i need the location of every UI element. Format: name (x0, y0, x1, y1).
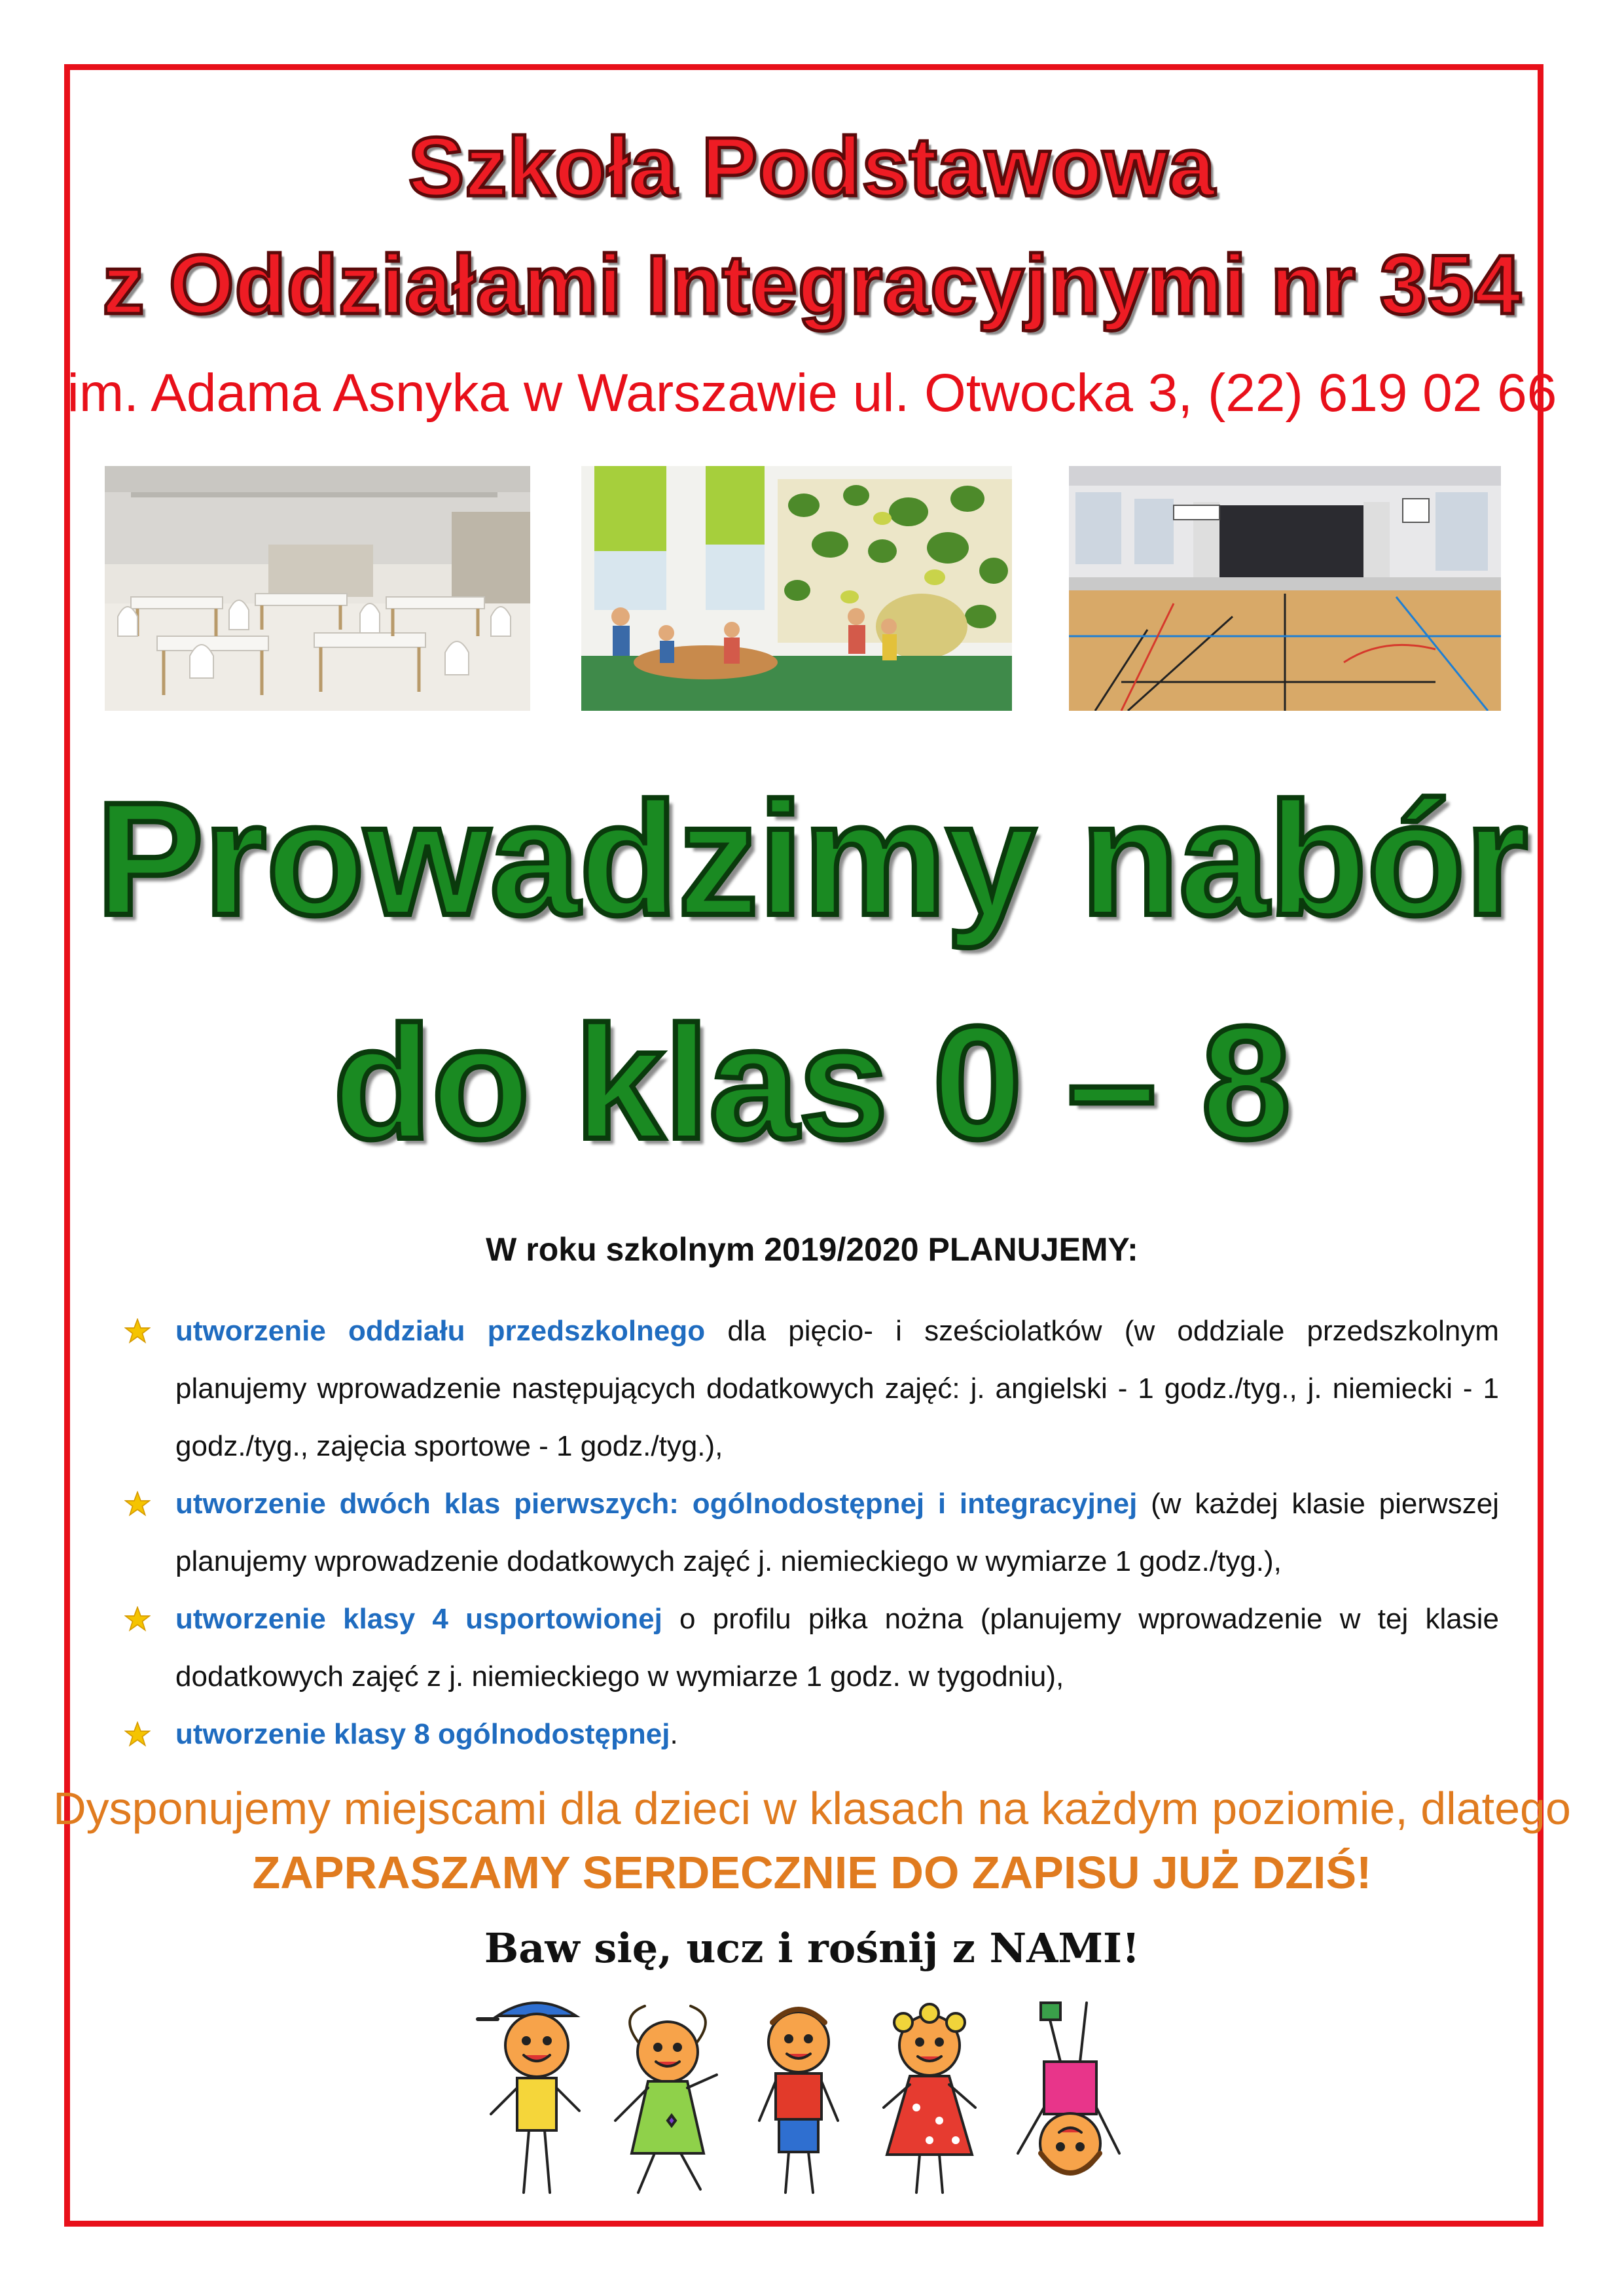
list-item (124, 1706, 1499, 1763)
list-item-highlight: utworzenie klasy 8 ogólnodostępnej (175, 1718, 670, 1750)
invitation-line2: ZAPRASZAMY SERDECZNIE DO ZAPISU JUŻ DZIŚ! (252, 1847, 1372, 1898)
star-bullet-icon (124, 1721, 151, 1748)
photo-playroom (581, 466, 1012, 711)
list-item-highlight: utworzenie oddziału przedszkolnego (175, 1315, 706, 1347)
list-item (124, 1590, 1499, 1706)
photo-cafeteria (105, 466, 530, 711)
invitation-line1: Dysponujemy miejscami dla dzieci w klasach na każdym poziomie, dlatego (53, 1783, 1571, 1834)
list-item-text: (w każdej klasie pierwszej planujemy wprowadzenie dodatkowych zajęć j. niemieckiego w wymiarze 1 godz./tyg.), (175, 1488, 1499, 1577)
school-name-line2: z Oddziałami Integracyjnymi nr 354 (102, 238, 1522, 332)
star-bullet-icon (124, 1318, 151, 1344)
motto: Baw się, ucz i rośnij z NAMI! (484, 1924, 1140, 1972)
children-illustration (471, 1990, 1165, 2206)
school-address: im. Adama Asnyka w Warszawie ul. Otwocka 3, (22) 619 02 66 (67, 363, 1557, 423)
list-item-text: o profilu piłka nożna (planujemy wprowadzenie w tej klasie dodatkowych zajęć z j. niemieckiego w wymiarze 1 godz. w tygodniu), (175, 1603, 1499, 1693)
plan-list (124, 1302, 1499, 1763)
photo-gym (1069, 466, 1501, 711)
list-item-highlight: utworzenie klasy 4 usportowionej (175, 1603, 662, 1635)
headline-line1: Prowadzimy nabór (96, 769, 1528, 949)
star-bullet-icon (124, 1606, 151, 1632)
list-item-text: . (670, 1718, 678, 1750)
list-item-highlight: utworzenie dwóch klas pierwszych: ogólnodostępnej i integracyjnej (175, 1488, 1138, 1520)
school-name-line1: Szkoła Podstawowa (408, 120, 1216, 214)
star-bullet-icon (124, 1491, 151, 1517)
plan-heading: W roku szkolnym 2019/2020 PLANUJEMY: (486, 1231, 1138, 1268)
list-item (124, 1302, 1499, 1475)
list-item (124, 1475, 1499, 1590)
list-item-text: dla pięcio- i sześciolatków (w oddziale przedszkolnym planujemy wprowadzenie następujących dodatkowych zajęć: j. angielski - 1 godz./tyg., j. niemiecki - 1 godz./tyg., zajęcia sportowe - 1 godz./tyg.), (175, 1315, 1499, 1462)
headline-line2: do klas 0 – 8 (333, 993, 1291, 1173)
